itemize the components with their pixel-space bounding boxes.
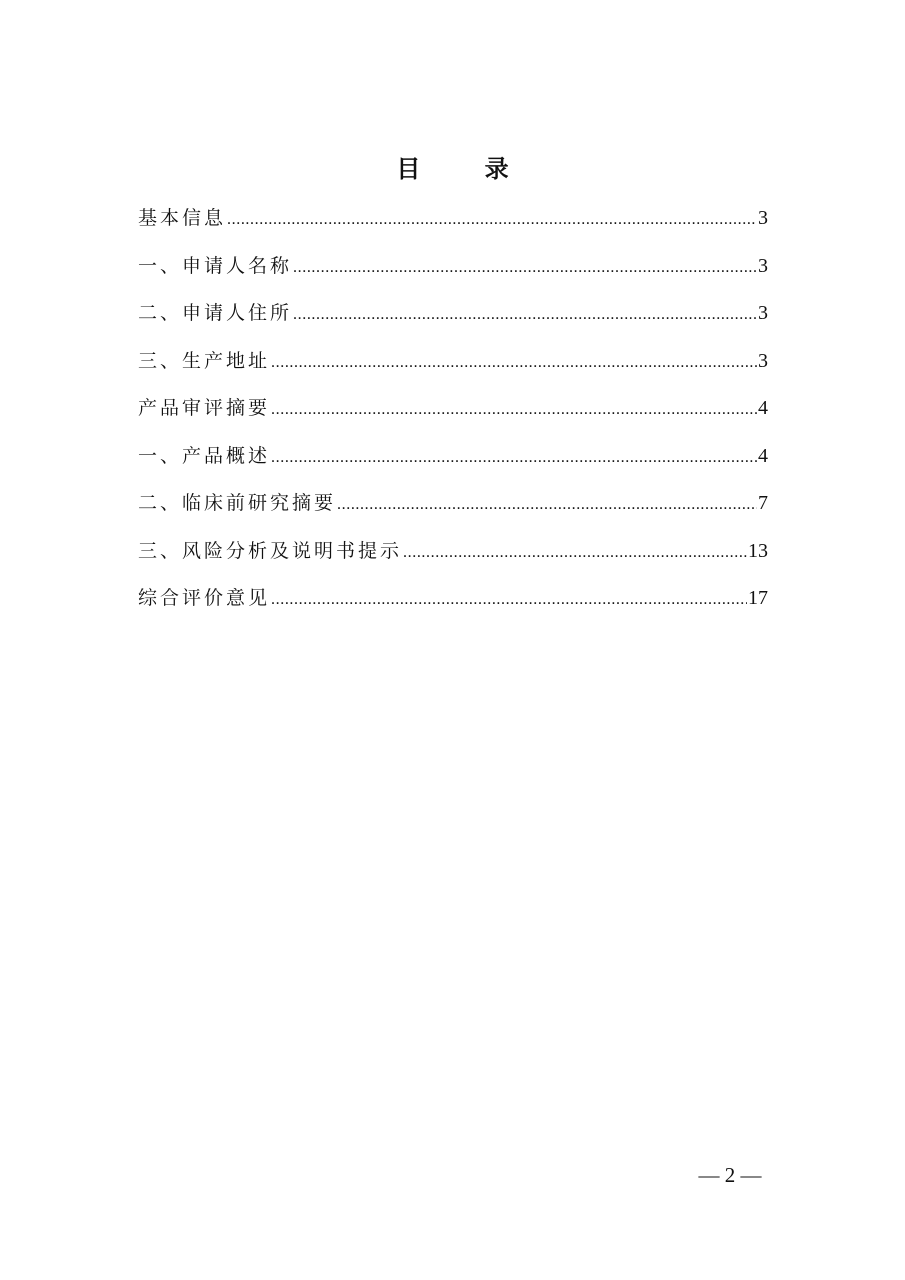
toc-item-production-address[interactable] [138,343,768,391]
toc-item-label: 三、生产地址 [138,349,271,372]
toc-list [138,200,768,628]
toc-item-page: 3 [758,349,768,372]
toc-title: 目 录 [396,155,537,183]
toc-item-page: 3 [758,254,768,277]
toc-dot-leader [293,250,757,286]
toc-dot-leader [271,440,757,476]
toc-item-review-summary[interactable] [138,390,768,438]
toc-dot-leader [337,487,757,523]
toc-item-page: 17 [748,587,768,609]
toc-item-applicant-address[interactable] [138,295,768,343]
toc-item-label: 一、申请人名称 [138,254,293,277]
toc-dot-leader [271,345,757,381]
toc-item-page: 3 [758,302,768,324]
toc-item-label: 二、申请人住所 [138,302,293,324]
page-number: — 2 — [698,1163,762,1187]
toc-item-page: 3 [758,207,768,229]
toc-dot-leader [271,582,747,618]
toc-item-product-overview[interactable] [138,438,768,486]
toc-item-page: 13 [748,539,768,562]
toc-item-label: 综合评价意见 [138,587,271,609]
toc-item-label: 基本信息 [138,207,227,229]
toc-item-page: 7 [758,492,768,514]
toc-dot-leader [227,202,757,238]
toc-item-label: 一、产品概述 [138,444,271,467]
toc-dot-leader [403,535,747,571]
toc-item-page: 4 [758,444,768,467]
toc-item-label: 产品审评摘要 [138,397,271,419]
toc-item-preclinical-summary[interactable] [138,485,768,533]
toc-item-label: 二、临床前研究摘要 [138,492,337,514]
toc-item-risk-analysis[interactable] [138,533,768,581]
toc-dot-leader [293,297,757,333]
toc-item-overall-evaluation[interactable] [138,580,768,628]
toc-item-page: 4 [758,397,768,419]
toc-item-applicant-name[interactable] [138,248,768,296]
toc-item-label: 三、风险分析及说明书提示 [138,539,403,562]
toc-dot-leader [271,392,757,428]
toc-item-basic-info[interactable] [138,200,768,248]
